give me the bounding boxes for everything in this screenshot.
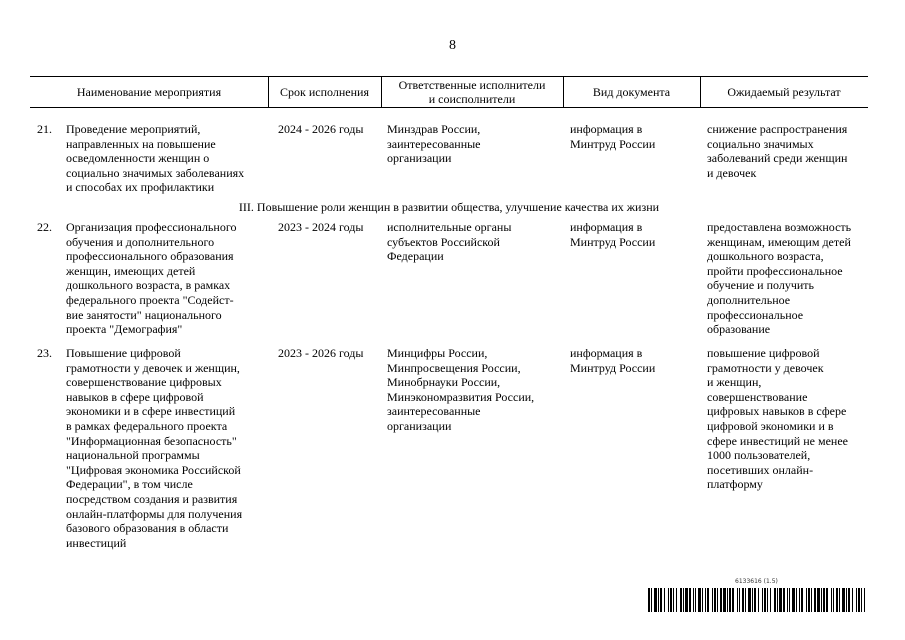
barcode-bar (764, 588, 766, 612)
barcode-bar (801, 588, 803, 612)
section-title: III. Повышение роли женщин в развитии общества, улучшение качества их жизни (238, 200, 660, 214)
row-executors: Минцифры России, Минпросвещения России, Минобрнауки России, Минэкономразвития России, заинтересованные организации (387, 346, 535, 433)
barcode-bar (848, 588, 850, 612)
barcode-bar (826, 588, 828, 612)
barcode-bar (658, 588, 659, 612)
barcode-bar (767, 588, 768, 612)
barcode-bar (737, 588, 738, 612)
barcode-bar (787, 588, 788, 612)
barcode-bar (698, 588, 701, 612)
header-divider (563, 77, 564, 107)
barcode-bar (732, 588, 734, 612)
row-doc-type: информация в Минтруд России (570, 122, 656, 151)
row-result: снижение распространения социально значимых заболеваний среди женщин и девочек (707, 122, 848, 180)
barcode-bar (758, 588, 759, 612)
row-doc-type: информация в Минтруд России (570, 220, 656, 249)
barcode-number: 6133616 (1.5) (735, 578, 778, 585)
barcode-bar (846, 588, 847, 612)
barcode-bar (754, 588, 756, 612)
barcode-bar (712, 588, 713, 612)
barcode-bar (720, 588, 722, 612)
row-result: повышение цифровой грамотности у девочек и женщин, совершенствование цифровых навыков в сфере цифровой экономики и в сфере инвестиций не менее 1000 пользователей, посетивших онлайн- платформу (707, 346, 848, 492)
barcode-bar (852, 588, 853, 612)
barcode-bar (745, 588, 746, 612)
header-doc-type: Вид документа (592, 85, 671, 99)
barcode-bar (831, 588, 832, 612)
barcode-bar (792, 588, 795, 612)
row-name: Повышение цифровой грамотности у девочек и женщин, совершенствование цифровых навыков в сфере цифровой экономики и в сфере инвестиций в рамках федерального проекта "Информационная безопасность" национальной программы "Цифровая экономика Российской Федерации", в том числе посредством создания и развития онлайн-платформы для получения базового образования в области инвестиций (66, 346, 243, 550)
barcode-bar (702, 588, 703, 612)
page-number: 8 (449, 38, 456, 53)
barcode-bar (729, 588, 731, 612)
header-term: Срок исполнения (280, 85, 369, 99)
barcode-bar (774, 588, 776, 612)
row-term: 2023 - 2026 годы (278, 346, 364, 360)
barcode-bar (823, 588, 825, 612)
row-term: 2024 - 2026 годы (278, 122, 364, 136)
header-executors: Ответственные исполнители и соисполнители (398, 78, 546, 106)
barcode (648, 588, 868, 612)
barcode-bar (808, 588, 810, 612)
barcode-bar (842, 588, 845, 612)
barcode-bar (689, 588, 691, 612)
header-divider (700, 77, 701, 107)
barcode-bar (796, 588, 797, 612)
row-executors: исполнительные органы субъектов Российской Федерации (387, 220, 512, 264)
barcode-bar (821, 588, 822, 612)
barcode-bar (833, 588, 834, 612)
barcode-bar (668, 588, 669, 612)
row-doc-type: информация в Минтруд России (570, 346, 656, 375)
barcode-bar (680, 588, 682, 612)
barcode-bar (660, 588, 662, 612)
barcode-bar (811, 588, 812, 612)
header-divider (381, 77, 382, 107)
barcode-bar (723, 588, 726, 612)
barcode-bar (799, 588, 800, 612)
row-name: Организация профессионального обучения и дополнительного профессионального образования женщин, имеющих детей дошкольного возраста, в рамках федерального проекта "Содейст- вие занятости" национального проекта "Демография" (66, 220, 237, 337)
barcode-bar (683, 588, 684, 612)
barcode-bar (670, 588, 672, 612)
barcode-bar (714, 588, 716, 612)
barcode-bar (861, 588, 862, 612)
barcode-bar (693, 588, 694, 612)
barcode-bar (673, 588, 674, 612)
barcode-bar (858, 588, 860, 612)
barcode-bar (651, 588, 652, 612)
barcode-bar (777, 588, 778, 612)
row-result: предоставлена возможность женщинам, имеющим детей дошкольного возраста, пройти профессиональное обучение и получить дополнительное профессиональное образование (707, 220, 852, 337)
barcode-bar (748, 588, 751, 612)
barcode-bar (685, 588, 688, 612)
barcode-bar (717, 588, 718, 612)
barcode-bar (727, 588, 728, 612)
barcode-bar (705, 588, 706, 612)
barcode-bar (742, 588, 744, 612)
barcode-bar (654, 588, 657, 612)
row-executors: Минздрав России, заинтересованные организации (387, 122, 481, 166)
barcode-bar (817, 588, 820, 612)
barcode-bar (806, 588, 807, 612)
barcode-bar (762, 588, 763, 612)
barcode-bar (676, 588, 677, 612)
barcode-bar (864, 588, 865, 612)
barcode-bar (779, 588, 782, 612)
barcode-bar (664, 588, 665, 612)
barcode-bar (707, 588, 709, 612)
header-name: Наименование мероприятия (76, 85, 222, 99)
row-name: Проведение мероприятий, направленных на повышение осведомленности женщин о социально значимых заболеваниях и способах их профилактики (66, 122, 245, 195)
barcode-bar (789, 588, 790, 612)
barcode-bar (856, 588, 857, 612)
row-number: 22. (37, 220, 52, 234)
header-result: Ожидаемый результат (727, 85, 841, 99)
row-term: 2023 - 2024 годы (278, 220, 364, 234)
barcode-bar (695, 588, 696, 612)
barcode-bar (752, 588, 753, 612)
barcode-bar (648, 588, 650, 612)
barcode-bar (783, 588, 785, 612)
barcode-bar (770, 588, 771, 612)
row-number: 23. (37, 346, 52, 360)
row-number: 21. (37, 122, 52, 136)
barcode-bar (814, 588, 816, 612)
barcode-bar (839, 588, 840, 612)
barcode-bar (739, 588, 740, 612)
table-header-rule (30, 107, 868, 108)
header-divider (268, 77, 269, 107)
barcode-bar (836, 588, 838, 612)
